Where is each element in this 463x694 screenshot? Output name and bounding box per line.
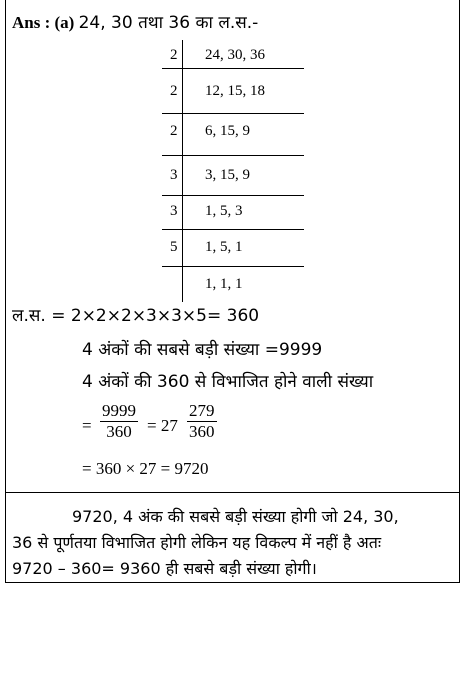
conclusion-line-3: 9720 – 360= 9360 ही सबसे बड़ी संख्या होगी। xyxy=(12,559,317,578)
fraction-numerator: 279 xyxy=(189,401,215,420)
answer-heading xyxy=(12,10,258,33)
fraction-whole-part: = 27 xyxy=(147,416,178,435)
fraction-equals: = xyxy=(82,416,92,435)
fraction-9999-over-360 xyxy=(100,401,138,442)
question-text: 24, 30 तथा 36 का ल.स.- xyxy=(78,13,259,33)
answer-label: Ans : (a) xyxy=(12,13,75,32)
ladder-values: 12, 15, 18 xyxy=(205,83,265,99)
ladder-rule xyxy=(162,113,304,114)
conclusion-line-2: 36 से पूर्णतया विभाजित होगी लेकिन यह विकल्प में नहीं है अतः xyxy=(12,533,382,552)
ladder-rule xyxy=(162,155,304,156)
ladder-values: 6, 15, 9 xyxy=(205,123,250,139)
ladder-rule xyxy=(162,195,304,196)
ladder-divisor: 2 xyxy=(170,83,178,99)
ladder-divisor: 3 xyxy=(170,167,178,183)
conclusion-line-1: 9720, 4 अंक की सबसे बड़ी संख्या होगी जो 24, 30, xyxy=(72,507,399,526)
section-divider xyxy=(6,492,459,493)
product-line: = 360 × 27 = 9720 xyxy=(82,459,209,478)
ladder-final-values: 1, 1, 1 xyxy=(205,276,243,292)
fraction-denominator: 360 xyxy=(106,422,132,441)
ladder-values: 24, 30, 36 xyxy=(205,47,265,63)
ladder-divisor: 2 xyxy=(170,123,178,139)
fraction-279-over-360 xyxy=(187,401,217,442)
fraction-denominator: 360 xyxy=(189,422,215,441)
largest-4-digit-line: 4 अंकों की सबसे बड़ी संख्या =9999 xyxy=(82,340,323,360)
ladder-divisor: 5 xyxy=(170,239,178,255)
ladder-vertical-line xyxy=(182,40,183,302)
fraction-numerator: 9999 xyxy=(102,401,136,420)
ladder-rule xyxy=(162,266,304,267)
ladder-values: 1, 5, 1 xyxy=(205,239,243,255)
ladder-divisor: 3 xyxy=(170,203,178,219)
ladder-rule xyxy=(162,229,304,230)
ladder-divisor: 2 xyxy=(170,47,178,63)
divisible-line: 4 अंकों की 360 से विभाजित होने वाली संख्या xyxy=(82,372,374,392)
ladder-values: 3, 15, 9 xyxy=(205,167,250,183)
ladder-values: 1, 5, 3 xyxy=(205,203,243,219)
lcm-result: ल.स. = 2×2×2×3×3×5= 360 xyxy=(12,306,260,326)
ladder-rule xyxy=(162,68,304,69)
